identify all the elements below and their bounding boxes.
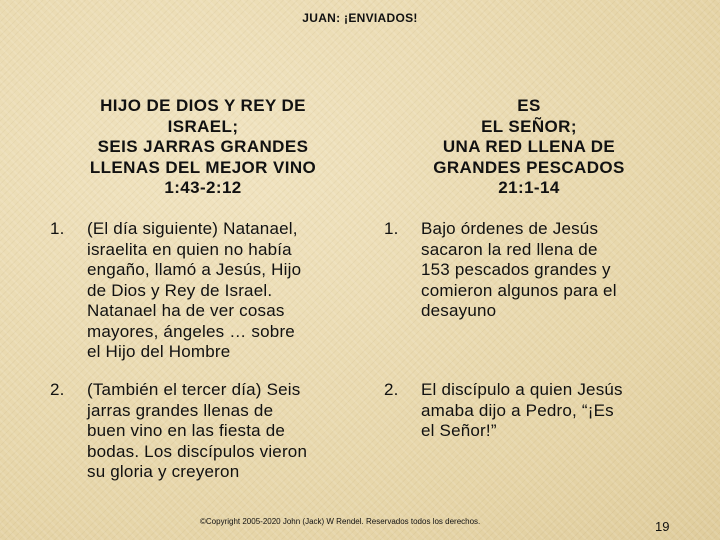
item-number: 1. bbox=[384, 219, 399, 238]
item-text bbox=[87, 219, 301, 363]
item-line: desayuno bbox=[421, 301, 497, 320]
right-column-heading bbox=[384, 96, 674, 199]
item-text bbox=[421, 380, 623, 442]
heading-line: 21:1-14 bbox=[498, 178, 560, 197]
heading-line: 1:43-2:12 bbox=[164, 178, 242, 197]
left-column-heading bbox=[50, 96, 356, 199]
page-number: 19 bbox=[655, 519, 670, 534]
item-line: israelita en quien no había bbox=[87, 239, 292, 259]
item-line: (También el tercer día) Seis bbox=[87, 380, 301, 399]
heading-line: HIJO DE DIOS Y REY DE bbox=[100, 96, 306, 115]
item-line: el Hijo del Hombre bbox=[87, 342, 231, 361]
item-line: de Dios y Rey de Israel. bbox=[87, 280, 273, 300]
item-line: comieron algunos para el bbox=[421, 280, 617, 300]
heading-line: LLENAS DEL MEJOR VINO bbox=[89, 157, 317, 177]
item-line: bodas. Los discípulos vieron bbox=[87, 441, 308, 461]
heading-line: SEIS JARRAS GRANDES bbox=[97, 137, 309, 156]
item-number: 2. bbox=[50, 380, 65, 399]
heading-line: GRANDES PESCADOS bbox=[433, 157, 625, 177]
item-line: buen vino en las fiesta de bbox=[87, 421, 286, 440]
item-line: Natanael ha de ver cosas bbox=[87, 301, 285, 320]
slide-title: JUAN: ¡ENVIADOS! bbox=[302, 11, 418, 25]
heading-line: ES bbox=[517, 96, 541, 115]
item-number: 2. bbox=[384, 380, 399, 399]
item-line: sacaron la red llena de bbox=[421, 239, 598, 259]
item-line: jarras grandes llenas de bbox=[87, 400, 274, 420]
item-line: Bajo órdenes de Jesús bbox=[421, 219, 599, 238]
heading-line: EL SEÑOR; bbox=[481, 116, 577, 136]
item-text bbox=[87, 380, 307, 483]
item-line: amaba dijo a Pedro, “¡Es bbox=[421, 400, 614, 420]
heading-line: UNA RED LLENA DE bbox=[442, 137, 616, 156]
item-line: mayores, ángeles … sobre bbox=[87, 321, 295, 341]
item-line: (El día siguiente) Natanael, bbox=[87, 219, 298, 238]
heading-line: ISRAEL; bbox=[167, 116, 239, 136]
item-line: 153 pescados grandes y bbox=[421, 260, 611, 279]
item-text bbox=[421, 219, 617, 322]
item-line: el Señor!” bbox=[421, 421, 497, 440]
copyright-notice: ©Copyright 2005-2020 John (Jack) W Rendel. Reservados todos los derechos. bbox=[200, 517, 481, 526]
item-line: su gloria y creyeron bbox=[87, 462, 240, 481]
item-number: 1. bbox=[50, 219, 65, 238]
item-line: El discípulo a quien Jesús bbox=[421, 380, 623, 399]
item-line: engaño, llamó a Jesús, Hijo bbox=[87, 260, 302, 279]
